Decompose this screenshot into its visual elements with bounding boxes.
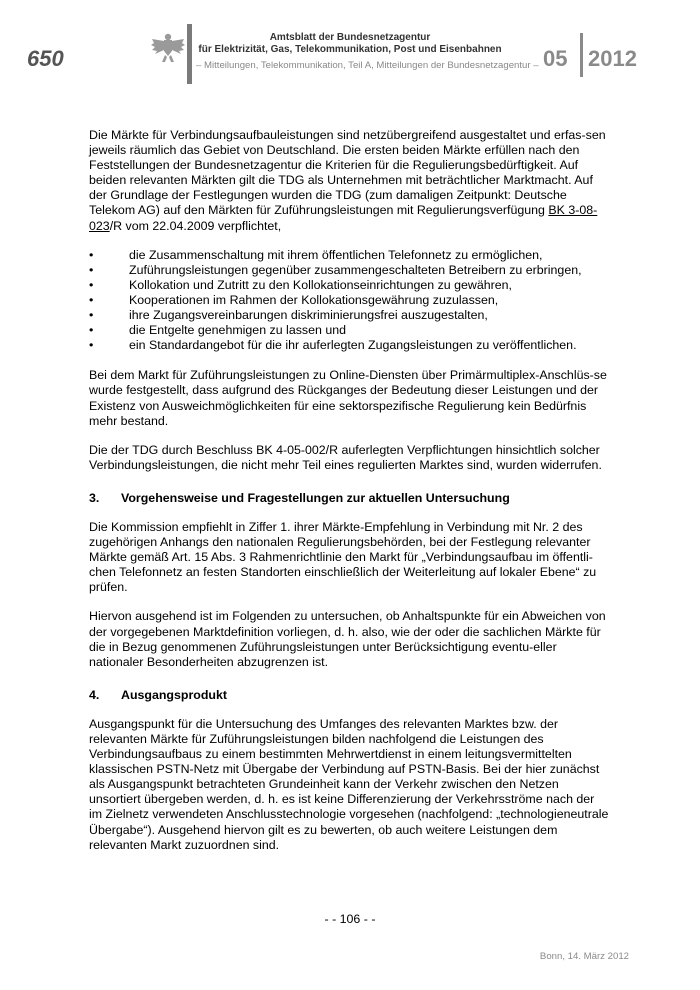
publication-subtitle: für Elektrizität, Gas, Telekommunikation, Post und Eisenbahnen	[198, 44, 502, 55]
paragraph-text: Die Märkte für Verbindungsaufbauleistungen sind netzübergreifend ausgestaltet und erfas-sen jeweils räumlich das Gebiet von Deutschland. Die ersten beiden Märkte erfüllen nach den Feststellungen der Bundesnetzagentur die Kriterien für die Regulierungsbedürftigkeit. Auf beiden relevanten Märkten gilt die TDG als Unternehmen mit beträchtlicher Marktmacht. Auf der Grundlage der Festlegungen wurden die TDG (zum damaligen Zeitpunkt: Deutsche Telekom AG) auf den Märkten für Zuführungsleistungen mit Regulierungsverfügung	[89, 128, 606, 218]
page-number: 650	[27, 46, 64, 71]
section-subtitle: – Mitteilungen, Telekommunikation, Teil A, Mitteilungen der Bundesnetzagentur –	[196, 60, 539, 71]
list-item: • die Zusammenschaltung mit ihrem öffentlichen Telefonnetz zu ermöglichen,	[89, 247, 543, 262]
section-heading-3	[89, 491, 609, 506]
issue-year: 2012	[588, 46, 637, 71]
section-title: Vorgehensweise und Fragestellungen zur aktuellen Untersuchung	[121, 490, 510, 505]
list-item: • ihre Zugangsvereinbarungen diskriminierungsfrei auszugestalten,	[89, 308, 488, 323]
section-title: Ausgangsprodukt	[121, 687, 228, 702]
bullet-icon: •	[89, 338, 94, 353]
bullet-icon: •	[89, 277, 94, 292]
document-body	[89, 128, 609, 867]
list-item: • Kollokation und Zutritt zu den Kollokationseinrichtungen zu gewähren,	[89, 277, 512, 292]
list-item: • die Entgelte genehmigen zu lassen und	[89, 323, 346, 338]
reference-link[interactable]: BK 3-08-023	[89, 203, 598, 233]
section-number: 4.	[89, 687, 100, 702]
paragraph-text: /R vom 22.04.2009 verpflichtet,	[109, 218, 282, 233]
list-item: • Kooperationen im Rahmen der Kollokationsgewährung zuzulassen,	[89, 292, 499, 307]
paragraph	[89, 128, 609, 234]
section-heading-4	[89, 688, 609, 703]
section-number: 3.	[89, 490, 100, 505]
paragraph: Bei dem Markt für Zuführungsleistungen zu Online-Diensten über Primärmultiplex-Anschlüs-se wurde festgestellt, dass aufgrund des Rückganges der Bedeutung dieser Leistungen und der Existenz von Ausweichmöglichkeiten für eine sektorspezifische Regulierung kein Bedürfnis mehr bestand.	[89, 368, 607, 428]
bullet-icon: •	[89, 323, 94, 338]
obligations-list	[89, 248, 609, 354]
bullet-icon: •	[89, 247, 94, 262]
bullet-icon: •	[89, 292, 94, 307]
footer-date: Bonn, 14. März 2012	[539, 951, 629, 962]
page-label: - - 106 - -	[324, 912, 376, 926]
paragraph: Die der TDG durch Beschluss BK 4-05-002/R auferlegten Verpflichtungen hinsichtlich solcher Verbindungsleistungen, die nicht mehr Teil eines regulierten Marktes sind, wurden widerrufen.	[89, 442, 602, 472]
issue-divider	[580, 33, 583, 77]
issue-number: 05	[543, 46, 568, 71]
paragraph: Die Kommission empfiehlt in Ziffer 1. ihrer Märkte-Empfehlung in Verbindung mit Nr. 2 des zugehörigen Anhangs den nationalen Regulierungsbehörden, bei der Festlegung relevanter Märkte gemäß Art. 15 Abs. 3 Rahmenrichtlinie den Markt für „Verbindungsaufbau im öffentli-chen Telefonnetz an festen Standorten einschließlich der Weiterleitung auf lokaler Ebene“ zu prüfen.	[89, 519, 597, 595]
list-item: • ein Standardangebot für die ihr auferlegten Zugangsleistungen zu veröffentlichen.	[89, 338, 577, 353]
publication-title: Amtsblatt der Bundesnetzagentur	[269, 32, 431, 43]
paragraph: Ausgangspunkt für die Untersuchung des Umfanges des relevanten Marktes bzw. der relevanten Märkte für Zuführungsleistungen bilden nachfolgend die Leistungen des Verbindungsaufbaus zu einem bestimmten Mehrwertdienst in einem leitungsvermittelten klassischen PSTN-Netz mit Übergabe der Verbindung auf PSTN-Basis. Bei der hier zunächst als Ausgangspunkt betrachteten Grundeinheit kann der Verkehr zwischen den Netzen unsortiert übergeben werden, d. h. es ist keine Differenzierung der Verkehrsströme nach der im Zielnetz verwendeten Anschlusstechnologie vorgesehen (nachfolgend: „technologieneutrale Übergabe“). Ausgehend hiervon gilt es zu bewerten, ob auch weitere Leistungen dem relevanten Markt zuzuordnen sind.	[89, 716, 609, 852]
bullet-icon: •	[89, 262, 94, 277]
list-item: • Zuführungsleistungen gegenüber zusammengeschalteten Betreibern zu erbringen,	[89, 262, 582, 277]
bullet-icon: •	[89, 308, 94, 323]
paragraph: Hiervon ausgehend ist im Folgenden zu untersuchen, ob Anhaltspunkte für ein Abweichen von der vorgegebenen Marktdefinition vorliegen, d. h. also, wie der oder die sachlichen Märkte für die in Bezug genommenen Zuführungsleistungen unter Berücksichtigung eventu-eller nationaler Besonderheiten abzugrenzen ist.	[89, 609, 606, 669]
